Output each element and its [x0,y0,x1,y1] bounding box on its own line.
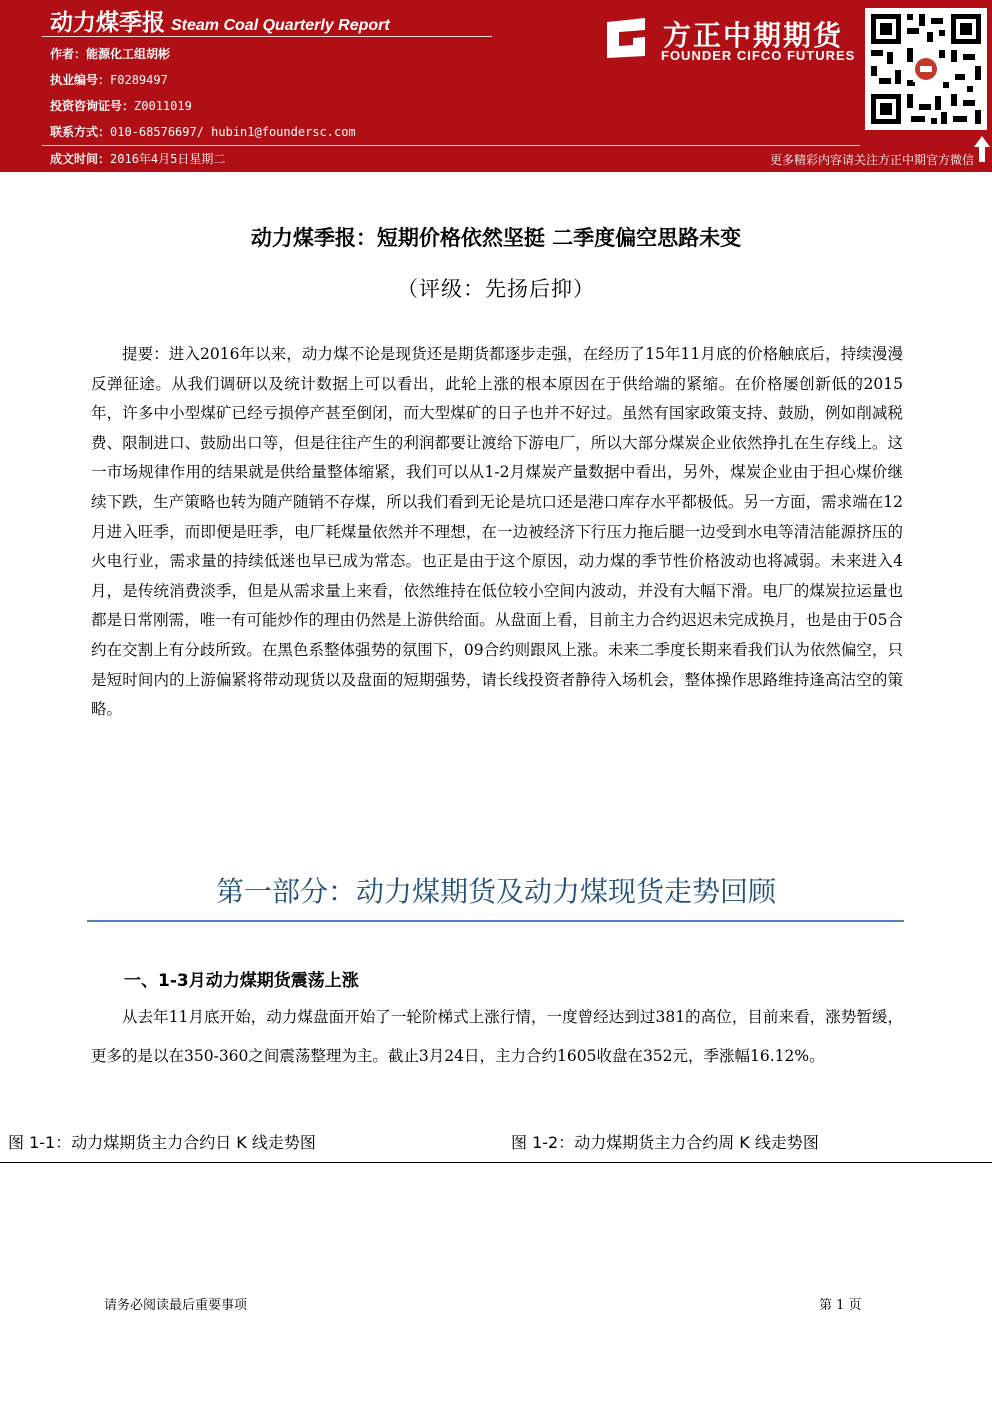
figure-caption-weekly-kline: 图 1-2：动力煤期货主力合约周 K 线走势图 [511,1133,819,1152]
part-heading-rule [87,920,904,922]
date-line [50,150,225,167]
license-line [50,71,168,88]
abstract-paragraph: 提要：进入2016年以来，动力煤不论是现货还是期货都逐步走强，在经历了15年11月底的价格触底后，持续漫漫反弹征途。从我们调研以及统计数据上可以看出，此轮上涨的根本原因在于供给端的紧缩。在价格屡创新低的2015年，许多中小型煤矿已经亏损停产甚至倒闭，而大型煤矿的日子也并不好过。虽然有国家政策支持、鼓励，例如削减税费、限制进口、鼓励出口等，但是往往产生的利润都要让渡给下游电厂，所以大部分煤炭企业依然挣扎在生存线上。这一市场规律作用的结果就是供给量整体缩紧，我们可以从1-2月煤炭产量数据中看出，另外，煤炭企业由于担心煤价继续下跌，生产策略也转为随产随销不存煤，所以我们看到无论是坑口还是港口库存水平都极低。另一方面，需求端在12月进入旺季，而即便是旺季，电厂耗煤量依然并不理想，在一边被经济下行压力拖后腿一边受到水电等清洁能源挤压的火电行业，需求量的持续低迷也早已成为常态。也正是由于这个原因，动力煤的季节性价格波动也将减弱。未来进入4月，是传统消费淡季，但是从需求量上来看，依然维持在低位较小空间内波动，并没有大幅下滑。电厂的煤炭拉运量也都是日常刚需，唯一有可能炒作的理由仍然是上游供给面。从盘面上看，目前主力合约迟迟未完成换月，也是由于05合约在交割上有分歧所致。在黑色系整体强势的氛围下，09合约则跟风上涨。未来二季度长期来看我们认为依然偏空，只是短时间内的上游偏紧将带动现货以及盘面的短期强势，请长线投资者静待入场机会，整体操作思路维持逢高沽空的策略。 [91,345,903,719]
figure-caption-daily-kline: 图 1-1：动力煤期货主力合约日 K 线走势图 [8,1133,316,1152]
section-body-paragraph: 从去年11月底开始，动力煤盘面开始了一轮阶梯式上涨行情，一度曾经达到过381的高位，目前来看，涨势暂缓，更多的是以在350-360之间震荡整理为主。截止3月24日，主力合约1605收盘在352元，季涨幅16.12%。 [91,1008,903,1065]
advisory-value: Z0011019 [134,99,192,113]
logo-text-en: FOUNDER CIFCO FUTURES [661,48,856,63]
author-label: 作者： [50,47,87,61]
logo-text-cn: 方正中期期货 [663,19,844,52]
footer-notice: 请务必阅读最后重要事项 [104,1298,248,1313]
header-separator [42,145,860,146]
report-series-title [50,4,390,37]
contact-line [50,123,356,140]
license-value: F0289497 [110,73,168,87]
page-number: 第 1 页 [819,1298,862,1313]
founder-logo-icon [603,16,649,60]
section-subheading: 一、1-3月动力煤期货震荡上涨 [124,971,359,991]
part-one-heading: 第一部分：动力煤期货及动力煤现货走势回顾 [215,875,776,908]
report-title: 动力煤季报：短期价格依然坚挺 二季度偏空思路未变 [250,226,742,250]
report-rating: （评级：先扬后抑） [397,277,595,301]
date-value: 2016年4月5日星期二 [110,152,226,166]
figure-top-rule [0,1162,992,1163]
license-label: 执业编号： [50,73,111,87]
wechat-follow-note: 更多精彩内容请关注方正中期官方微信 [769,153,974,167]
advisory-line [50,97,192,114]
advisory-label: 投资咨询证号： [50,99,135,113]
date-label: 成文时间： [50,152,111,166]
header-divider [42,36,492,37]
report-header [0,0,992,172]
up-arrow-icon [972,134,992,164]
series-title-cn: 动力煤季报 [50,10,165,36]
author-line [50,45,170,62]
author-value: 能源化工组胡彬 [86,47,171,61]
contact-label: 联系方式： [50,125,111,139]
series-title-en: Steam Coal Quarterly Report [171,17,390,34]
contact-value: 010-68576697/ hubin1@foundersc.com [110,125,356,139]
wechat-qr-code [865,8,987,130]
